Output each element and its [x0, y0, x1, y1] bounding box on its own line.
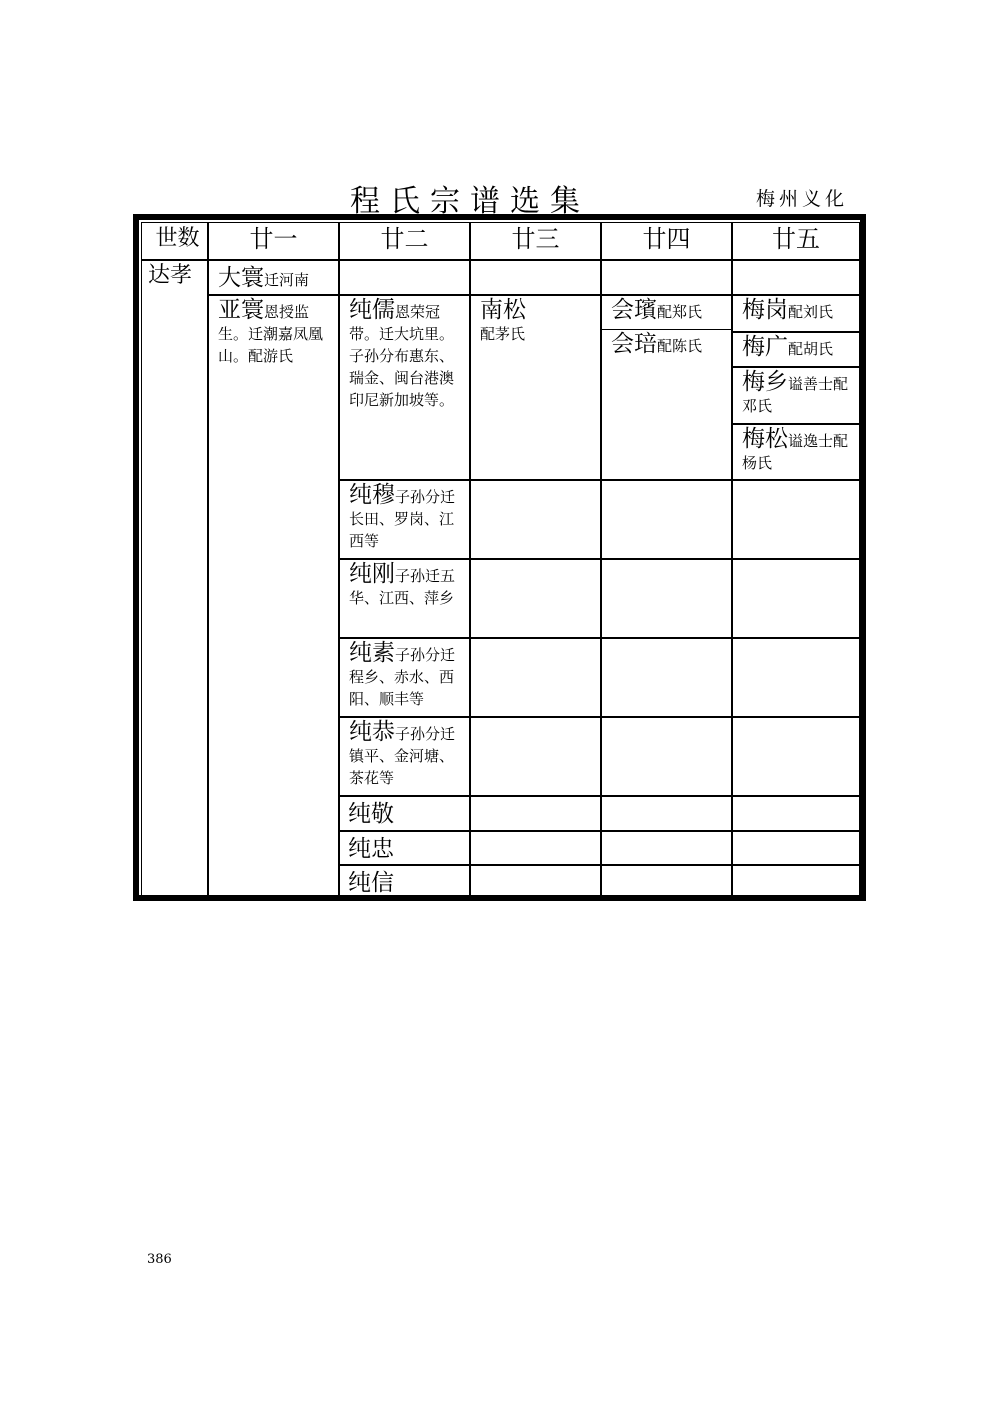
- empty-cell: [470, 480, 601, 559]
- entry-gen21-0: 大寰迁河南: [208, 260, 339, 295]
- entry-gen25-0: 梅岗配刘氏: [732, 295, 860, 332]
- empty-cell: [732, 559, 860, 638]
- empty-cell: [732, 796, 860, 831]
- empty-cell: [732, 717, 860, 796]
- empty-cell: [601, 638, 732, 717]
- entry-gen22-2: 纯刚子孙迁五华、江西、萍乡: [339, 559, 470, 638]
- empty-cell: [601, 796, 732, 831]
- empty-cell: [470, 865, 601, 899]
- empty-cell: [470, 717, 601, 796]
- header-cell-25: 廿五: [732, 222, 860, 260]
- empty-cell: [732, 865, 860, 899]
- empty-cell: [470, 559, 601, 638]
- empty-cell: [601, 717, 732, 796]
- empty-cell: [470, 831, 601, 865]
- header-cell-23: 廿三: [470, 222, 601, 260]
- entry-gen22-7: 纯信: [339, 865, 470, 899]
- entry-gen25-1: 梅广配胡氏: [732, 332, 860, 367]
- empty-cell: [601, 260, 732, 295]
- gen24-group: [601, 295, 732, 480]
- header-cell-22: 廿二: [339, 222, 470, 260]
- empty-cell: [470, 796, 601, 831]
- generation-label: 达孝: [141, 260, 208, 899]
- empty-cell: [601, 831, 732, 865]
- empty-cell: [470, 638, 601, 717]
- header-cell-generation: 世数: [141, 222, 208, 260]
- entry-gen21-1: 亚寰恩授监生。迁潮嘉凤凰山。配游氏: [208, 295, 339, 899]
- entry-gen25-2: 梅乡谥善士配邓氏: [732, 367, 860, 424]
- genealogy-table: [133, 214, 866, 901]
- empty-cell: [470, 260, 601, 295]
- empty-cell: [601, 559, 732, 638]
- entry-gen22-5: 纯敬: [339, 796, 470, 831]
- entry-gen22-4: 纯恭子孙分迁镇平、金河塘、茶花等: [339, 717, 470, 796]
- empty-cell: [732, 480, 860, 559]
- entry-gen25-3: 梅松谥逸士配杨氏: [732, 424, 860, 480]
- entry-gen24-0: 会璸配郑氏: [602, 296, 731, 330]
- page-title: 程氏宗谱选集: [350, 184, 590, 219]
- page-subtitle: 梅州义化: [756, 188, 849, 210]
- header-cell-24: 廿四: [601, 222, 732, 260]
- entry-gen22-6: 纯忠: [339, 831, 470, 865]
- header-cell-21: 廿一: [208, 222, 339, 260]
- empty-cell: [732, 638, 860, 717]
- empty-cell: [732, 831, 860, 865]
- empty-cell: [601, 865, 732, 899]
- entry-gen22-3: 纯素子孙分迁程乡、赤水、西阳、顺丰等: [339, 638, 470, 717]
- empty-cell: [732, 260, 860, 295]
- entry-gen23-0: 南松 配茅氏: [470, 295, 601, 480]
- empty-cell: [601, 480, 732, 559]
- empty-cell: [339, 260, 470, 295]
- page-number: 386: [147, 1252, 172, 1267]
- entry-gen22-0: 纯儒恩荣冠带。迁大坑里。子孙分布惠东、瑞金、闽台港澳印尼新加坡等。: [339, 295, 470, 480]
- entry-gen22-1: 纯穆子孙分迁长田、罗岗、江西等: [339, 480, 470, 559]
- entry-gen24-1: 会琣配陈氏: [611, 331, 703, 357]
